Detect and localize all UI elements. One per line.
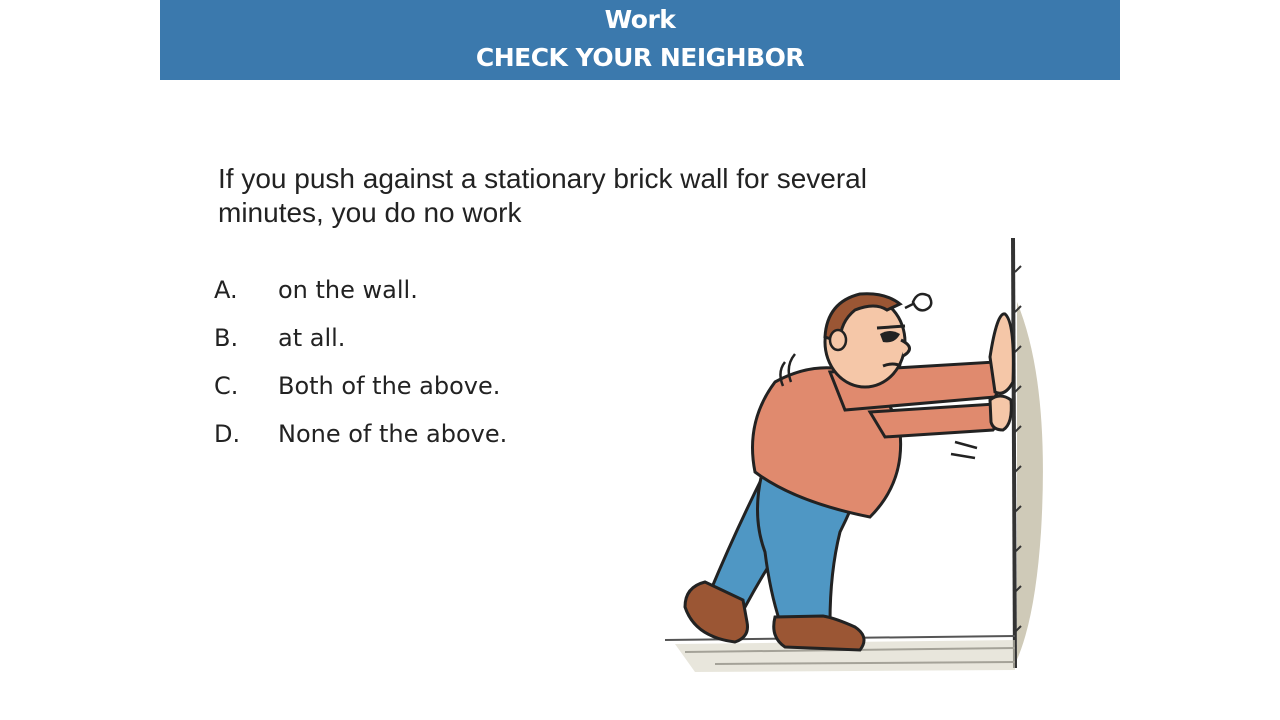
man-pushing-wall-icon (655, 232, 1055, 682)
option-text: on the wall. (278, 276, 418, 304)
option-d (214, 414, 507, 462)
answer-options (214, 270, 507, 462)
option-letter: D. (214, 420, 241, 448)
question-text: If you push against a stationary brick wall for several minutes, you do no work (218, 163, 867, 228)
option-text: Both of the above. (278, 372, 501, 400)
option-b (214, 318, 507, 366)
option-letter: A. (214, 276, 238, 304)
wall-line (1013, 238, 1015, 668)
ear (830, 330, 846, 350)
title-banner (160, 0, 1120, 80)
lower-hand (990, 396, 1011, 430)
wall-shadow (1015, 302, 1043, 664)
option-text: None of the above. (278, 420, 508, 448)
option-a (214, 270, 507, 318)
slide-title: Work (604, 5, 676, 34)
option-c (214, 366, 507, 414)
option-text: at all. (278, 324, 346, 352)
upper-hand (990, 314, 1013, 393)
breath-puff (913, 294, 931, 310)
front-shoe (774, 616, 864, 650)
option-letter: B. (214, 324, 239, 352)
brow (877, 326, 905, 328)
slide-subtitle: CHECK YOUR NEIGHBOR (475, 43, 805, 72)
option-letter: C. (214, 372, 239, 400)
